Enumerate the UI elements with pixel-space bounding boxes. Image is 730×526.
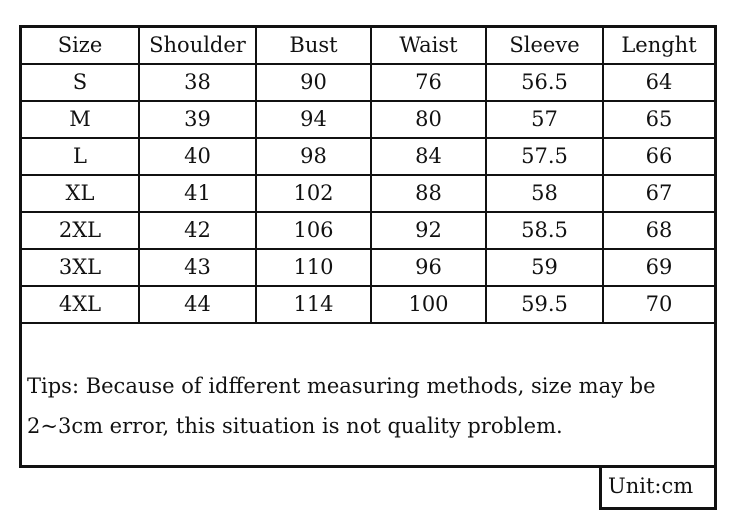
table-row bbox=[22, 249, 714, 286]
cell-length: 70 bbox=[603, 286, 714, 323]
table-row bbox=[22, 212, 714, 249]
cell-size: XL bbox=[22, 175, 139, 212]
cell-shoulder: 40 bbox=[139, 138, 256, 175]
cell-waist: 100 bbox=[371, 286, 486, 323]
cell-waist: 88 bbox=[371, 175, 486, 212]
table-row bbox=[22, 138, 714, 175]
cell-waist: 92 bbox=[371, 212, 486, 249]
size-chart-frame bbox=[19, 25, 717, 468]
cell-size: 3XL bbox=[22, 249, 139, 286]
cell-sleeve: 56.5 bbox=[486, 64, 603, 101]
cell-bust: 106 bbox=[256, 212, 371, 249]
cell-shoulder: 44 bbox=[139, 286, 256, 323]
cell-waist: 76 bbox=[371, 64, 486, 101]
cell-waist: 84 bbox=[371, 138, 486, 175]
cell-shoulder: 39 bbox=[139, 101, 256, 138]
cell-bust: 102 bbox=[256, 175, 371, 212]
table-row bbox=[22, 286, 714, 323]
cell-sleeve: 58.5 bbox=[486, 212, 603, 249]
cell-sleeve: 57.5 bbox=[486, 138, 603, 175]
cell-sleeve: 59.5 bbox=[486, 286, 603, 323]
tips-note bbox=[27, 366, 707, 446]
header-waist: Waist bbox=[371, 28, 486, 64]
cell-sleeve: 58 bbox=[486, 175, 603, 212]
cell-length: 64 bbox=[603, 64, 714, 101]
cell-length: 66 bbox=[603, 138, 714, 175]
table-row bbox=[22, 175, 714, 212]
size-chart-table bbox=[22, 28, 714, 324]
header-size: Size bbox=[22, 28, 139, 64]
cell-bust: 90 bbox=[256, 64, 371, 101]
cell-shoulder: 43 bbox=[139, 249, 256, 286]
cell-bust: 98 bbox=[256, 138, 371, 175]
header-shoulder: Shoulder bbox=[139, 28, 256, 64]
cell-length: 68 bbox=[603, 212, 714, 249]
table-row bbox=[22, 64, 714, 101]
cell-sleeve: 57 bbox=[486, 101, 603, 138]
cell-length: 65 bbox=[603, 101, 714, 138]
table-header-row bbox=[22, 28, 714, 64]
cell-sleeve: 59 bbox=[486, 249, 603, 286]
cell-size: 4XL bbox=[22, 286, 139, 323]
tips-line-2: 2~3cm error, this situation is not quality problem. bbox=[27, 414, 563, 438]
cell-shoulder: 38 bbox=[139, 64, 256, 101]
cell-length: 69 bbox=[603, 249, 714, 286]
table-row bbox=[22, 101, 714, 138]
cell-length: 67 bbox=[603, 175, 714, 212]
cell-shoulder: 41 bbox=[139, 175, 256, 212]
header-length: Lenght bbox=[603, 28, 714, 64]
unit-label: Unit:cm bbox=[599, 466, 717, 510]
cell-bust: 94 bbox=[256, 101, 371, 138]
cell-waist: 96 bbox=[371, 249, 486, 286]
cell-size: 2XL bbox=[22, 212, 139, 249]
header-sleeve: Sleeve bbox=[486, 28, 603, 64]
cell-size: S bbox=[22, 64, 139, 101]
header-bust: Bust bbox=[256, 28, 371, 64]
tips-line-1: Tips: Because of idfferent measuring methods, size may be bbox=[27, 374, 656, 398]
cell-size: L bbox=[22, 138, 139, 175]
cell-shoulder: 42 bbox=[139, 212, 256, 249]
cell-bust: 110 bbox=[256, 249, 371, 286]
cell-bust: 114 bbox=[256, 286, 371, 323]
cell-waist: 80 bbox=[371, 101, 486, 138]
cell-size: M bbox=[22, 101, 139, 138]
